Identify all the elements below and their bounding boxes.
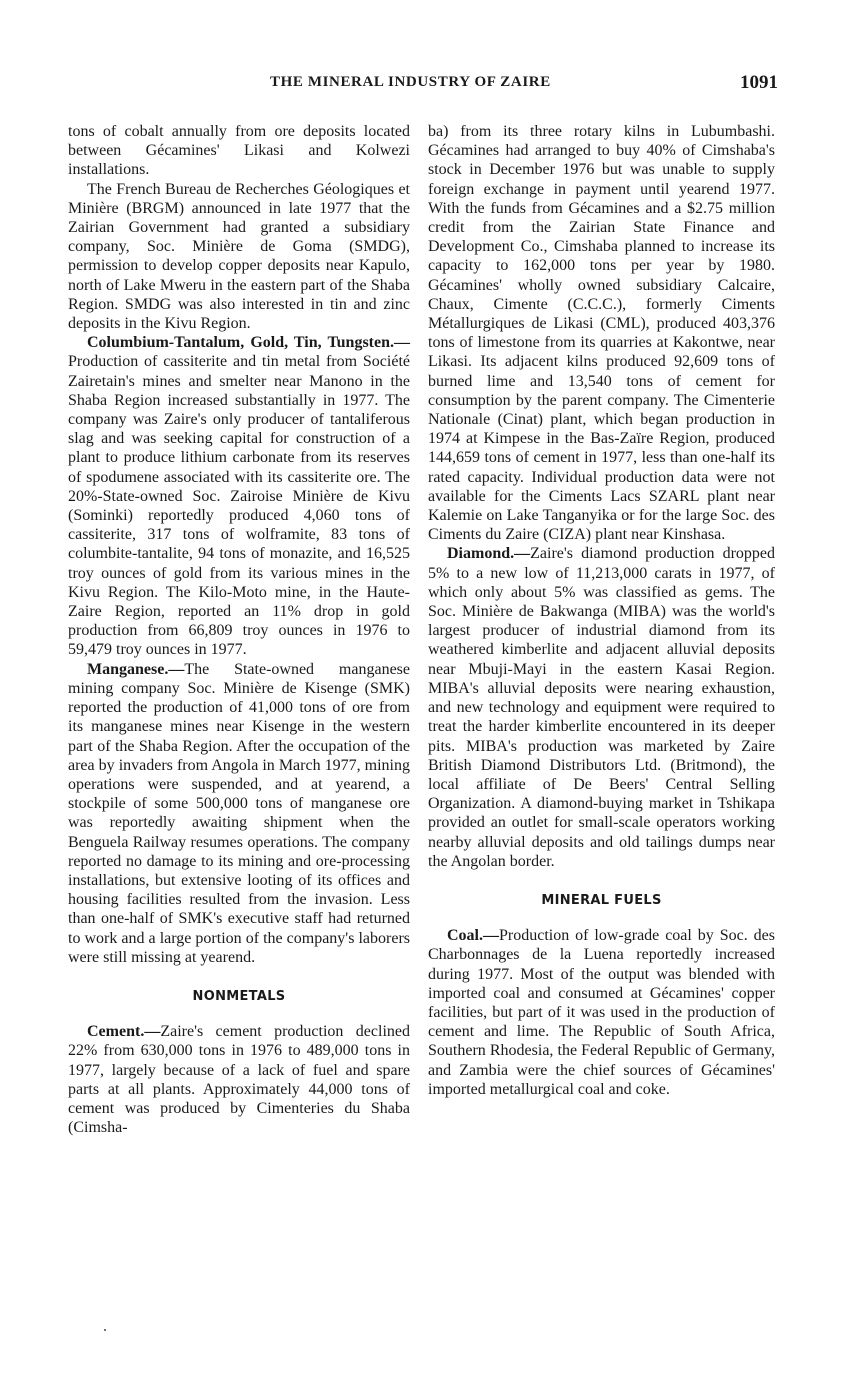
body-coal: Production of low-grade coal by Soc. des Charbonnages de la Luena reportedly increased during 1977. Most of the output was blended with imported coal and consumed at Gécamines' copper facilities, but part of it was used in the production of cement and lime. The Republic of South Africa, Southern Rhodesia, the Federal Republic of Germany, and Zambia were the chief sources of Gécamines' imported metallurgical coal and coke. <box>428 927 775 1098</box>
paragraph-columbium-tantalum <box>68 333 410 659</box>
right-column <box>428 122 775 1099</box>
body-diamond: Zaire's diamond production dropped 5% to a new low of 11,213,000 carats in 1977, of which only about 5% was classified as gems. The Soc. Minière de Bakwanga (MIBA) was the world's largest producer of industrial diamond from its weathered kimberlite and adjacent alluvial deposits near Mbuji-Mayi in the eastern Kasai Region. MIBA's alluvial deposits were nearing exhaustion, and new technology and equipment were required to treat the harder kimberlite encountered in its deeper pits. MIBA's production was marketed by Zaire British Diamond Distributors Ltd. (Britmond), the local affiliate of De Beers' Central Selling Organization. A diamond-buying market in Tshikapa provided an outlet for small-scale operators working nearby alluvial deposits and old tailings dumps near the Angolan border. <box>428 545 775 870</box>
body-cement: Zaire's cement production declined 22% from 630,000 tons in 1976 to 489,000 tons in 1977, largely because of a lack of fuel and spare parts at all plants. Approximately 44,000 tons of cement was produced by Cimenteries du Shaba (Cimsha- <box>68 1023 410 1137</box>
running-head: THE MINERAL INDUSTRY OF ZAIRE <box>270 74 551 90</box>
page-number: 1091 <box>740 72 778 93</box>
paragraph-brgm: The French Bureau de Recherches Géologiques et Minière (BRGM) announced in late 1977 that the Zairian Government had granted a subsidiary company, Soc. Minière de Goma (SMDG), permission to develop copper deposits near Kapulo, north of Lake Mweru in the eastern part of the Shaba Region. SMDG was also interested in tin and zinc deposits in the Kivu Region. <box>68 180 410 333</box>
lead-cement: Cement.— <box>87 1023 161 1041</box>
section-heading-nonmetals: NONMETALS <box>192 988 286 1004</box>
lead-coal: Coal.— <box>447 927 499 945</box>
paragraph-coal <box>428 926 775 1099</box>
left-column <box>68 122 410 1137</box>
lead-diamond: Diamond.— <box>447 545 531 563</box>
body-manganese: The State-owned manganese mining company Soc. Minière de Kisenge (SMK) reported the production of 41,000 tons of ore from its manganese mines near Kisenge in the western part of the Shaba Region. After the occupation of the area by invaders from Angola in March 1977, mining operations were suspended, and at yearend, a stockpile of some 500,000 tons of manganese ore was reportedly awaiting shipment when the Benguela Railway resumes operations. The company reported no damage to its mining and ore-processing installations, but extensive looting of its offices and housing facilities resulted from the invasion. Less than one-half of SMK's executive staff had returned to work and a large portion of the company's laborers were still missing at yearend. <box>68 660 410 966</box>
lead-columbium-tantalum: Columbium-Tantalum, Gold, Tin, Tungsten.— <box>87 334 410 352</box>
stray-mark <box>104 1329 106 1331</box>
paragraph-manganese <box>68 660 410 967</box>
paragraph-cement <box>68 1022 410 1137</box>
lead-manganese: Manganese.— <box>87 660 185 678</box>
paragraph-cement-continued: ba) from its three rotary kilns in Lubumbashi. Gécamines had arranged to buy 40% of Cimshaba's stock in December 1976 but was unable to supply foreign exchange in payment until yearend 1977. With the funds from Gécamines and a $2.75 million credit from the Zairian State Finance and Development Co., Cimshaba planned to increase its capacity to 162,000 tons per year by 1980. Gécamines' wholly owned subsidiary Calcaire, Chaux, Cimente (C.C.C.), formerly Ciments Métallurgiques de Likasi (CML), produced 403,376 tons of limestone from its quarries at Kakontwe, near Likasi. Its adjacent kilns produced 92,609 tons of burned lime and 13,540 tons of cement for consumption by the parent company. The Cimenterie Nationale (Cinat) plant, which began production in 1974 at Kimpese in the Bas-Zaïre Region, produced 144,659 tons of cement in 1977, less than one-half its rated capacity. Individual production data were not available for the Ciments Lacs SZARL plant near Kalemie on Lake Tanganyika or for the large Soc. des Ciments du Zaire (CIZA) plant near Kinshasa. <box>428 123 775 544</box>
paragraph-cobalt-continued: tons of cobalt annually from ore deposits located between Gécamines' Likasi and Kolwezi installations. <box>68 123 410 179</box>
body-columbium-tantalum: Production of cassiterite and tin metal from Société Zairetain's mines and smelter near Manono in the Shaba Region increased substantially in 1977. The company was Zaire's only producer of tantaliferous slag and was seeking capital for construction of a plant to produce lithium carbonate from its reserves of spodumene associated with its cassiterite ore. The 20%-State-owned Soc. Zairoise Minière de Kivu (Sominki) reportedly produced 4,060 tons of cassiterite, 317 tons of wolframite, 83 tons of columbite-tantalite, 94 tons of monazite, and 16,525 troy ounces of gold from its various mines in the Kivu Region. The Kilo-Moto mine, in the Haute-Zaire Region, reported an 11% drop in gold production from 66,809 troy ounces in 1976 to 59,479 troy ounces in 1977. <box>68 353 410 659</box>
section-heading-mineral-fuels: MINERAL FUELS <box>541 892 662 908</box>
paragraph-diamond <box>428 544 775 870</box>
